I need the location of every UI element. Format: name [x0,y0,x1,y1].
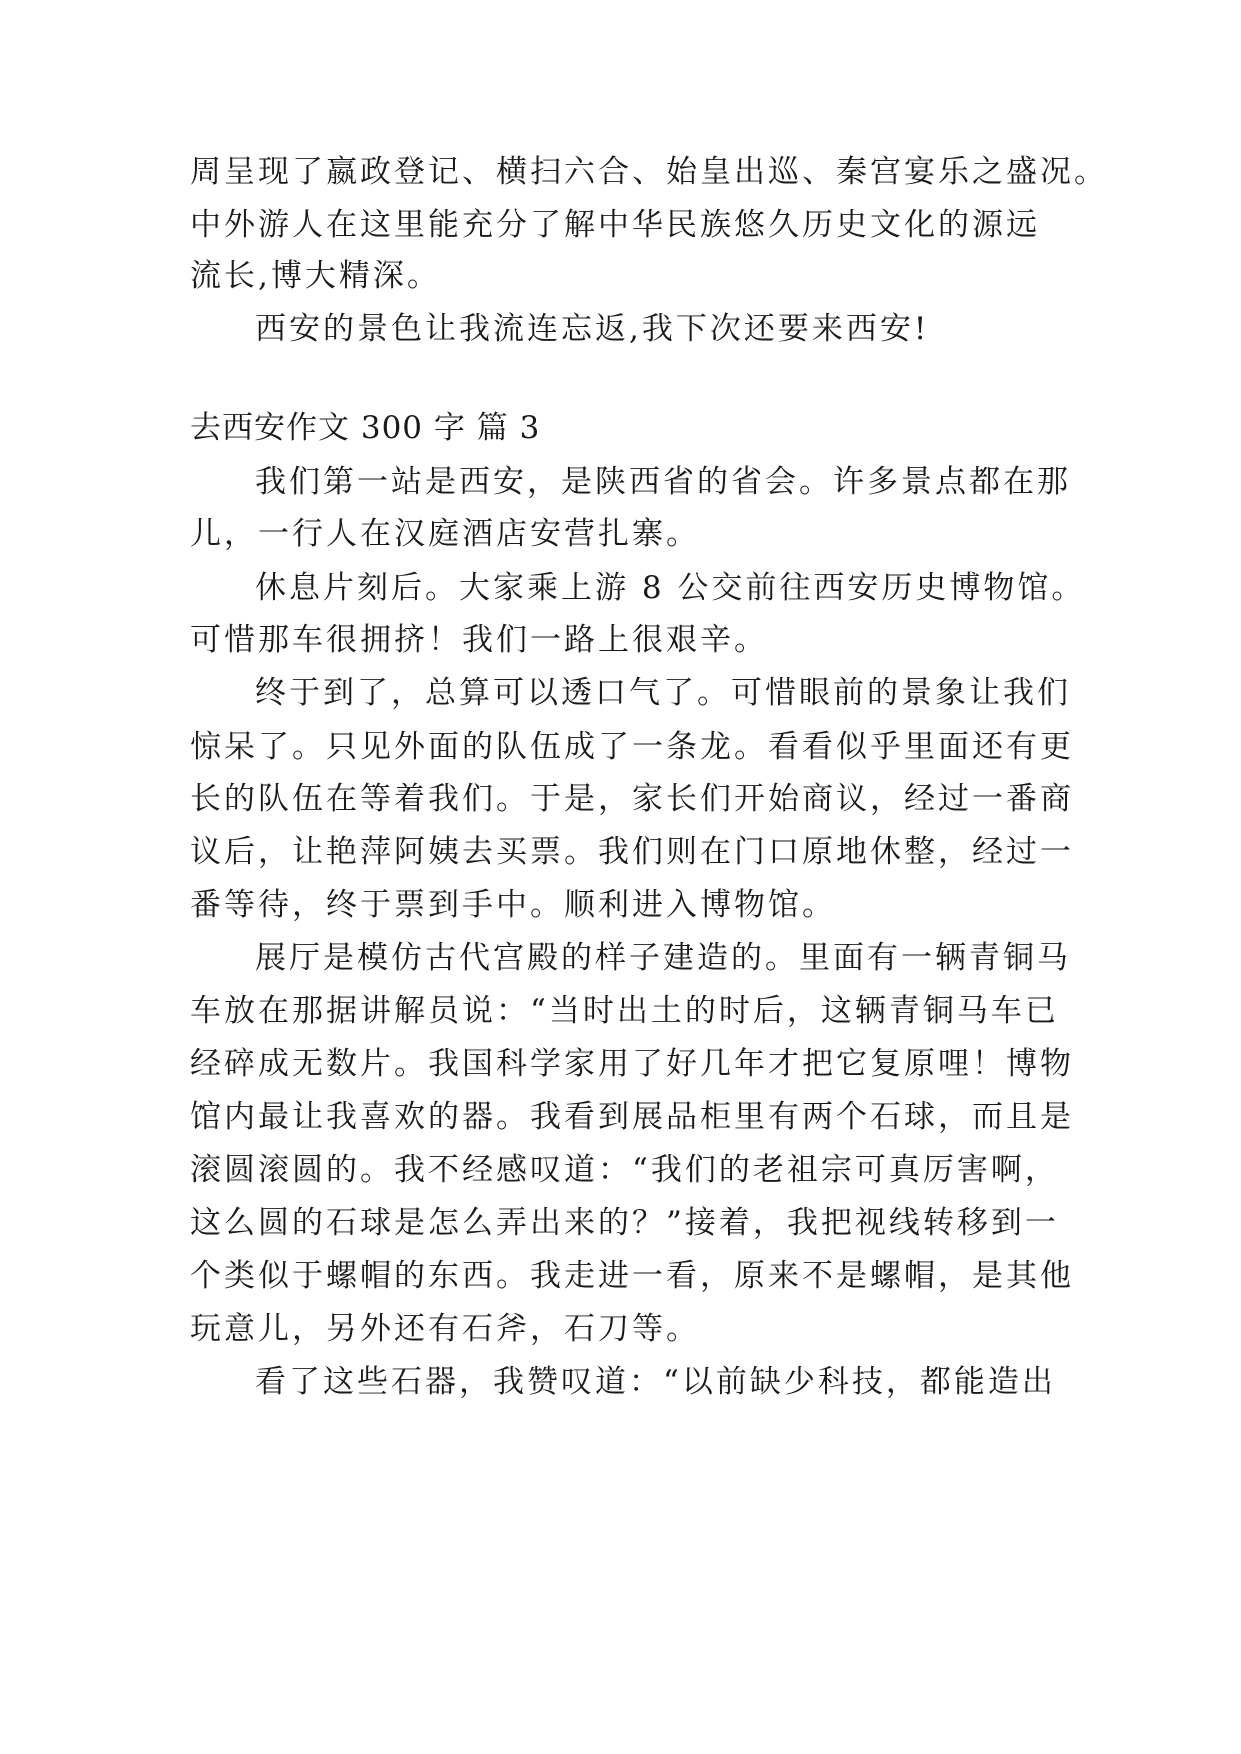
paragraph-4-line: 馆内最让我喜欢的器。我看到展品柜里有两个石球，而且是 [190,1099,1074,1135]
paragraph-3-line: 终于到了，总算可以透口气了。可惜眼前的景象让我们 [255,675,1071,711]
paragraph-1-line: 我们第一站是西安，是陕西省的省会。许多景点都在那 [255,464,1071,500]
paragraph-3-line: 长的队伍在等着我们。于是，家长们开始商议，经过一番商 [190,781,1074,817]
paragraph-3-line: 惊呆了。只见外面的队伍成了一条龙。看看似乎里面还有更 [190,729,1074,765]
closing-paragraph: 西安的景色让我流连忘返,我下次还要来西安! [255,311,930,347]
text-line: 中外游人在这里能充分了解中华民族悠久历史文化的源远 [190,207,1040,243]
paragraph-1-line: 儿，一行人在汉庭酒店安营扎寨。 [190,516,700,552]
text-line: 流长,博大精深。 [190,258,441,294]
paragraph-2-line: 休息片刻后。大家乘上游 8 公交前往西安历史博物馆。 [255,570,1086,606]
paragraph-4-line: 展厅是模仿古代宫殿的样子建造的。里面有一辆青铜马 [255,940,1071,976]
paragraph-4-line: 玩意儿，另外还有石斧，石刀等。 [190,1311,700,1347]
paragraph-4-line: 车放在那据讲解员说：“当时出土的时后，这辆青铜马车已 [190,993,1059,1029]
paragraph-3-line: 议后，让艳萍阿姨去买票。我们则在门口原地休整，经过一 [190,834,1074,870]
section-title: 去西安作文 300 字 篇 3 [190,410,541,446]
paragraph-4-line: 个类似于螺帽的东西。我走进一看，原来不是螺帽，是其他 [190,1258,1074,1294]
paragraph-4-line: 这么圆的石球是怎么弄出来的？”接着，我把视线转移到一 [190,1205,1059,1241]
paragraph-2-line: 可惜那车很拥挤！我们一路上很艰辛。 [190,622,768,658]
text-line: 周呈现了嬴政登记、横扫六合、始皇出巡、秦宫宴乐之盛况。 [190,154,1108,190]
paragraph-4-line: 滚圆滚圆的。我不经感叹道：“我们的老祖宗可真厉害啊， [190,1152,1059,1188]
paragraph-3-line: 番等待，终于票到手中。顺利进入博物馆。 [190,887,836,923]
paragraph-4-line: 经碎成无数片。我国科学家用了好几年才把它复原哩！博物 [190,1046,1074,1082]
paragraph-5-line: 看了这些石器，我赞叹道：“以前缺少科技，都能造出 [255,1364,1056,1400]
